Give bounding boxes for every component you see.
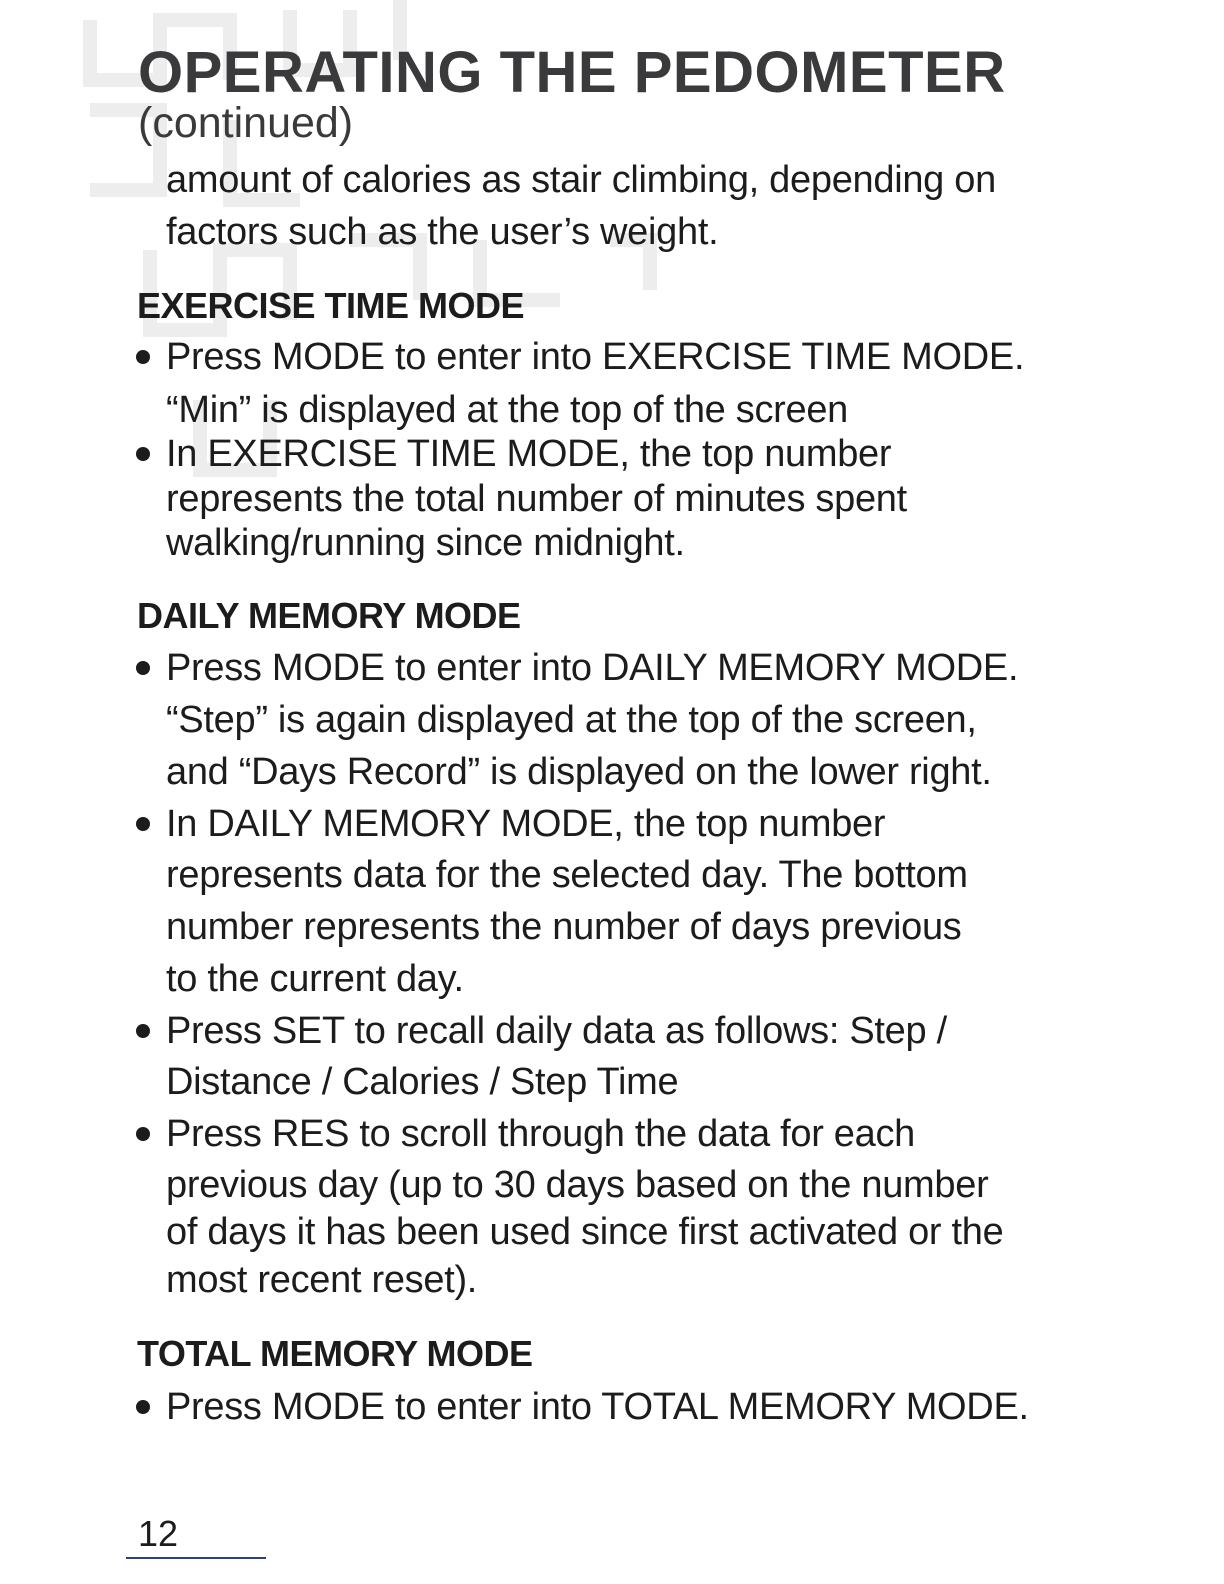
page-title: OPERATING THE PEDOMETER bbox=[138, 40, 1006, 105]
bullet-text-line: Press MODE to enter into EXERCISE TIME MODE. bbox=[166, 336, 1025, 378]
bullet-text-line: Press SET to recall daily data as follows: Step / bbox=[166, 1010, 947, 1052]
bullet-text-line: previous day (up to 30 days based on the number bbox=[166, 1164, 989, 1206]
bullet-text-line: represents the total number of minutes spent bbox=[166, 478, 907, 520]
section-heading-exercise-time-mode: EXERCISE TIME MODE bbox=[137, 285, 525, 326]
page-number: 12 bbox=[138, 1513, 179, 1554]
bullet-text-line: walking/running since midnight. bbox=[166, 522, 685, 564]
section-heading-total-memory-mode: TOTAL MEMORY MODE bbox=[137, 1333, 533, 1374]
bullet-point bbox=[136, 447, 150, 461]
body-text-line: factors such as the user’s weight. bbox=[166, 211, 719, 253]
bullet-point bbox=[136, 661, 150, 675]
bullet-text-line: In EXERCISE TIME MODE, the top number bbox=[166, 433, 892, 475]
section-heading-daily-memory-mode: DAILY MEMORY MODE bbox=[137, 595, 521, 636]
bullet-text-line: represents data for the selected day. The bottom bbox=[166, 854, 968, 896]
body-text-line: amount of calories as stair climbing, depending on bbox=[166, 159, 996, 201]
bullet-point bbox=[136, 1400, 150, 1414]
page-subtitle: (continued) bbox=[138, 99, 354, 147]
bullet-text-line: “Step” is again displayed at the top of the screen, bbox=[166, 699, 977, 741]
bullet-text-line: Press MODE to enter into TOTAL MEMORY MODE. bbox=[166, 1386, 1029, 1428]
bullet-text-line: and “Days Record” is displayed on the lower right. bbox=[166, 751, 992, 793]
bullet-text-line: Distance / Calories / Step Time bbox=[166, 1061, 679, 1103]
bullet-text-line: Press MODE to enter into DAILY MEMORY MODE. bbox=[166, 647, 1019, 689]
bullet-point bbox=[136, 1127, 150, 1141]
bullet-text-line: Press RES to scroll through the data for each bbox=[166, 1113, 916, 1155]
bullet-point bbox=[136, 350, 150, 364]
bullet-text-line: In DAILY MEMORY MODE, the top number bbox=[166, 803, 886, 845]
bullet-text-line: to the current day. bbox=[166, 958, 464, 1000]
bullet-point bbox=[136, 817, 150, 831]
bullet-point bbox=[136, 1024, 150, 1038]
bullet-text-line: most recent reset). bbox=[166, 1259, 478, 1301]
page-number-rule bbox=[126, 1557, 266, 1559]
bullet-text-line: number represents the number of days previous bbox=[166, 906, 962, 948]
bullet-text-line: “Min” is displayed at the top of the screen bbox=[166, 389, 849, 431]
bullet-text-line: of days it has been used since first activated or the bbox=[166, 1211, 1004, 1253]
